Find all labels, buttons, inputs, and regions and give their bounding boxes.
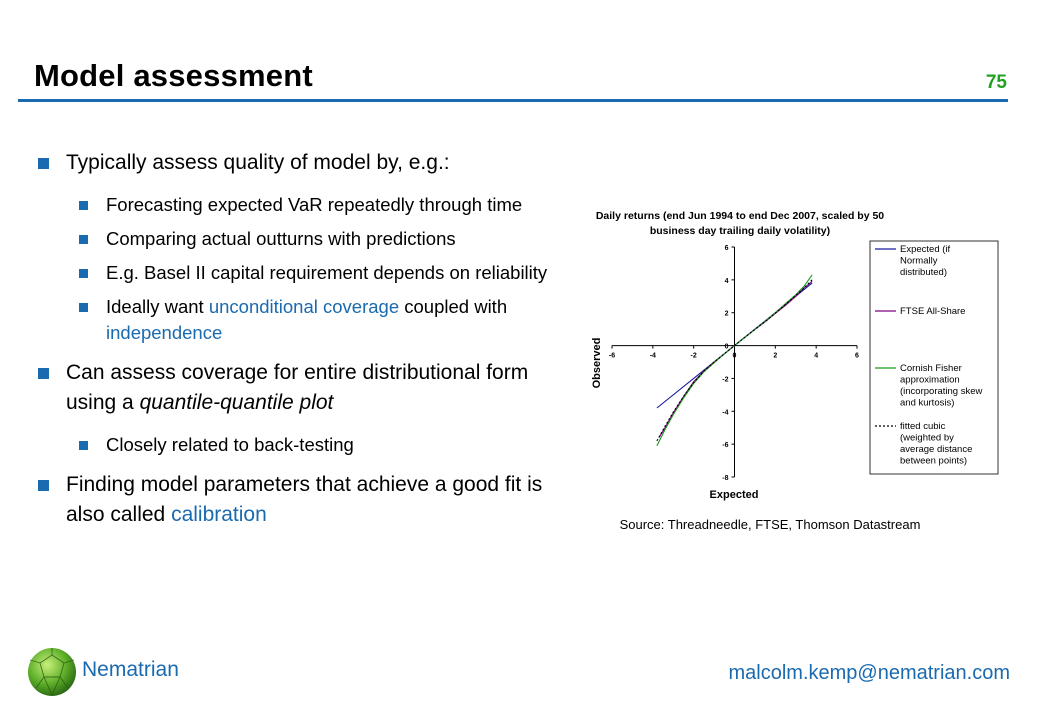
sub-bullet-text: Comparing actual outturns with predictions bbox=[106, 228, 456, 249]
bullet-square-icon bbox=[79, 441, 88, 450]
sub-bullet-item bbox=[38, 226, 548, 252]
x-tick-label: 6 bbox=[855, 352, 859, 360]
sub-bullet-text: Ideally want bbox=[106, 296, 209, 317]
x-tick-label: 2 bbox=[773, 352, 778, 360]
x-tick-label: -6 bbox=[608, 352, 616, 360]
page-number: 75 bbox=[985, 72, 1007, 93]
bullet-square-icon bbox=[79, 303, 88, 312]
legend-label: approximation bbox=[900, 374, 960, 386]
sub-bullet-text: E.g. Basel II capital requirement depends on reliability bbox=[106, 262, 548, 283]
bullet-square-icon bbox=[38, 368, 49, 379]
chart-source-note: Source: Threadneedle, FTSE, Thomson Datastream bbox=[619, 517, 921, 532]
term-independence: independence bbox=[106, 322, 223, 343]
bullet-text: Typically assess quality of model by, e.g.: bbox=[66, 151, 450, 174]
bullet-square-icon bbox=[79, 235, 88, 244]
x-tick-label: 0 bbox=[732, 352, 737, 360]
y-tick-label: 4 bbox=[724, 277, 729, 285]
y-tick-label: -6 bbox=[722, 442, 729, 450]
bullet-text: Can assess coverage for entire distributional form using a bbox=[66, 361, 529, 414]
bullet-square-icon bbox=[79, 201, 88, 210]
bullet-item bbox=[38, 470, 548, 530]
sub-bullet-item bbox=[38, 294, 548, 346]
nematrian-logo-icon bbox=[26, 646, 78, 698]
y-tick-label: -2 bbox=[722, 376, 729, 384]
legend-label: fitted cubic bbox=[900, 421, 946, 432]
slide-title: Model assessment bbox=[34, 58, 313, 93]
x-axis-label: Expected bbox=[709, 489, 759, 501]
sub-bullet-text: Forecasting expected VaR repeatedly through time bbox=[106, 194, 523, 215]
title-divider bbox=[18, 99, 1008, 102]
legend-label: FTSE All-Share bbox=[900, 306, 966, 317]
legend-label: between points) bbox=[900, 455, 968, 467]
term-unconditional-coverage: unconditional coverage bbox=[208, 296, 400, 317]
bullet-list bbox=[38, 148, 548, 544]
sub-bullet-text: coupled with bbox=[399, 296, 508, 317]
y-tick-label: -8 bbox=[722, 475, 729, 482]
x-tick-label: -2 bbox=[690, 352, 697, 360]
bullet-square-icon bbox=[79, 269, 88, 278]
legend-label: distributed) bbox=[900, 267, 947, 278]
sub-bullet-item bbox=[38, 432, 548, 458]
bullet-square-icon bbox=[38, 158, 49, 169]
legend-label: Cornish Fisher bbox=[900, 363, 962, 374]
x-tick-label: -4 bbox=[649, 352, 656, 360]
term-quantile-quantile-plot: quantile-quantile plot bbox=[139, 391, 334, 414]
legend-label: average distance bbox=[900, 444, 973, 455]
legend-label: and kurtosis) bbox=[900, 397, 955, 409]
sub-bullet-item bbox=[38, 192, 548, 218]
term-calibration: calibration bbox=[171, 503, 267, 526]
contact-email[interactable]: malcolm.kemp@nematrian.com bbox=[728, 662, 1010, 684]
chart-title-line-2: business day trailing daily volatility) bbox=[649, 225, 831, 237]
chart-title-line-1: Daily returns (end Jun 1994 to end Dec 2007, scaled by 50 bbox=[595, 210, 885, 222]
y-tick-label: 0 bbox=[724, 343, 729, 351]
legend-label: Expected (if bbox=[900, 244, 951, 255]
sub-bullet-text: Closely related to back-testing bbox=[106, 434, 354, 455]
legend-label: (weighted by bbox=[900, 432, 954, 444]
legend-label: (incorporating skew bbox=[900, 386, 983, 397]
qq-chart-svg bbox=[560, 205, 1010, 505]
y-tick-label: 2 bbox=[724, 310, 729, 318]
legend-label: Normally bbox=[900, 255, 938, 267]
brand-name: Nematrian bbox=[82, 658, 179, 681]
bullet-item bbox=[38, 358, 548, 418]
x-tick-label: 4 bbox=[814, 352, 819, 360]
y-tick-label: 6 bbox=[724, 245, 729, 252]
y-tick-label: -4 bbox=[722, 409, 729, 417]
qq-chart bbox=[560, 205, 1010, 505]
bullet-text: Finding model parameters that achieve a good fit is also called bbox=[66, 473, 543, 526]
sub-bullet-item bbox=[38, 260, 548, 286]
y-axis-label: Observed bbox=[591, 337, 603, 389]
bullet-square-icon bbox=[38, 480, 49, 491]
bullet-item bbox=[38, 148, 548, 178]
